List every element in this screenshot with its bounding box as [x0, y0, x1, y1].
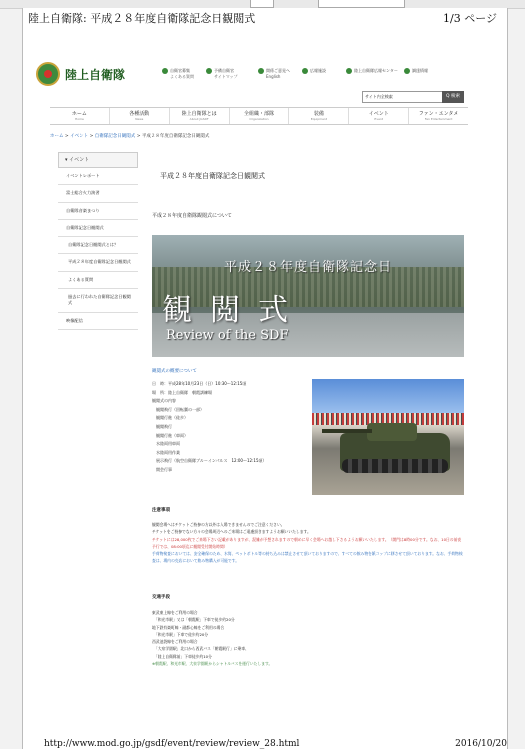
print-footer-url: http://www.mod.go.jp/gsdf/event/review/review_28.html	[44, 739, 300, 749]
traffic-line: 地下鉄有楽町線・副都心線をご利用の場合	[152, 624, 225, 630]
info-line: 観閲行進（車両）	[152, 432, 188, 438]
nav-item-about[interactable]: 陸上自衛隊とは About JGSDF	[170, 108, 230, 124]
logo-text: 陸上自衛隊	[65, 67, 126, 82]
nav-item-home[interactable]: ホーム Home	[50, 108, 110, 124]
sidebar-item[interactable]: 自衛隊音楽まつり	[58, 203, 138, 220]
sidebar-item[interactable]: 自衛隊記念日観閲式	[58, 220, 138, 237]
info-heading: 観閲式の概要について	[152, 369, 197, 374]
traffic-text	[152, 609, 464, 667]
breadcrumb-home[interactable]: ホーム	[50, 134, 64, 139]
traffic-line: 東武東上線をご利用の場合	[152, 610, 198, 615]
sidebar-item[interactable]: 映像配信	[58, 313, 138, 330]
nav-item-organization[interactable]: 全組織・部隊 Organization	[230, 108, 290, 124]
traffic-line: 「和光市駅」下車で徒歩約20分	[152, 631, 209, 637]
info-line: 観閲飛行	[152, 423, 172, 429]
info-list	[152, 380, 267, 475]
info-line: 開会行事	[152, 466, 172, 472]
search-input[interactable]: サイト内全検索	[362, 91, 444, 103]
info-line: 観閲行進（徒歩）	[152, 415, 188, 421]
util-link[interactable]: 広報施設	[302, 68, 326, 74]
notice-line: チケットをご持参でない方々の会場周辺へのご来場はご遠慮頂きますようお願いいたします。	[152, 529, 311, 535]
util-link[interactable]: 関係ご意見へ English	[258, 68, 290, 79]
sidebar-item[interactable]: 平成２８年度自衛隊記念日観閲式	[58, 254, 138, 271]
print-header-page: 1/3 ページ	[443, 12, 497, 25]
circle-icon	[404, 68, 410, 74]
info-line: 日 時：平成28年10月23日（日）10:30〜12:15頃	[152, 381, 247, 386]
page-title: 平成２８年度自衛隊記念日観閲式	[160, 172, 265, 180]
sidebar-item[interactable]: よくある質問	[58, 272, 138, 289]
notice-line: 手荷物検査においては、安全確保のため、水筒、ペットボトル等の持ち込みは禁止させて頂いておりますので、すべての飲み物を紙コップに移させて頂いております。なお、手荷物検査は、場内の売店において飲み物購入が可能です。	[152, 551, 463, 564]
notice-line: 観閲会場へはチケットご持参の方以外は入場できませんのでご注意ください。	[152, 522, 285, 527]
sidebar	[58, 152, 138, 330]
traffic-heading: 交通手段	[152, 595, 170, 600]
traffic-line: 西武池袋線をご利用の場合	[152, 639, 198, 645]
nav-item-event[interactable]: イベント Event	[349, 108, 409, 124]
traffic-line: 「陸上自衛隊前」下車徒歩約10分	[152, 653, 212, 659]
util-link[interactable]: 予備自衛官 サイトマップ	[206, 68, 238, 80]
circle-icon	[162, 68, 168, 74]
print-header-title: 陸上自衛隊: 平成２８年度自衛隊記念日観閲式	[28, 12, 256, 25]
util-link[interactable]: 陸上自衛隊広報センター	[346, 68, 398, 74]
info-line: 展示飛行（航空自衛隊ブルーインパルス 12:00〜12:15頃）	[152, 458, 267, 464]
breadcrumb-current: 平成２８年度自衛隊記念日観閲式	[141, 134, 210, 139]
sidebar-item[interactable]: 富士総合火力演習	[58, 185, 138, 202]
breadcrumb-event[interactable]: イベント	[70, 134, 89, 139]
circle-icon	[258, 68, 264, 74]
info-line: 場 所：陸上自衛隊 朝霞訓練場	[152, 389, 212, 395]
info-line: 観閲式の内容	[152, 398, 176, 404]
info-line: 観閲飛行（回転翼の一部）	[152, 406, 204, 412]
notice-heading: 注意事項	[152, 508, 170, 513]
site-logo[interactable]	[36, 62, 125, 86]
breadcrumb: ホーム > イベント > 自衛隊記念日観閲式 > 平成２８年度自衛隊記念日観閲式	[50, 134, 210, 139]
info-line: 水陸両用車両	[152, 441, 180, 447]
photo-tank-tracks	[342, 459, 448, 473]
toolbar-box[interactable]	[250, 0, 274, 8]
sidebar-head: ▾ イベント	[58, 152, 138, 168]
search-button[interactable]: Q 検索	[442, 91, 464, 103]
banner-jp-text: 平成２８年度自衛隊記念日	[223, 260, 392, 275]
circle-icon	[206, 68, 212, 74]
sidebar-item[interactable]: 過去に行われた自衛隊記念日観閲式	[58, 289, 138, 313]
sidebar-item[interactable]: 自衛隊記念日観閲式とは？	[58, 237, 138, 254]
print-footer-date: 2016/10/20	[455, 739, 507, 749]
nav-item-fan[interactable]: ファン・エンタメ Fan Entertainment	[418, 111, 459, 121]
traffic-line: 「和光市駅」又は「朝霞駅」下車で徒歩約20分	[152, 617, 235, 623]
sidebar-item[interactable]: イベントレポート	[58, 168, 138, 185]
banner-kanji-text: 観閲式	[162, 293, 306, 328]
notice-text	[152, 521, 464, 565]
circle-icon	[302, 68, 308, 74]
tank-photo	[312, 379, 464, 495]
info-line: 水陸両用作業	[152, 449, 180, 455]
section-subtitle: 平成２８年度自衛隊観閲式について	[152, 213, 232, 219]
review-banner-image	[152, 235, 464, 357]
util-link[interactable]: 自衛官募集 よくある質問	[162, 68, 194, 80]
traffic-line: 「大泉学園駅」北口から西武バス「朝霞駅行」に乗車、	[152, 646, 249, 652]
util-link[interactable]: 調達情報	[404, 68, 428, 74]
nav-item-news[interactable]: 各種活動 News	[110, 108, 170, 124]
circle-icon	[346, 68, 352, 74]
photo-tank-turret	[367, 423, 417, 441]
notice-line: チケットには28,000枚でご来場下さい記載がありますが、混雑が予想されますので朝めに早く会場へお越し下さるようお願いいたします。（開門は8時00分です。なお、10日の前夜予行では、08:00頃迄に観閲受付開始時間）	[152, 536, 462, 549]
banner-en-text: Review of the SDF	[166, 328, 289, 343]
nav-item-equipment[interactable]: 装備 Equipment	[289, 108, 349, 124]
photo-tank-gun	[322, 429, 372, 433]
toolbar-box[interactable]	[318, 0, 405, 8]
global-nav	[50, 107, 468, 125]
traffic-line: ※朝霞駅、和光市駅、大泉学園駅からシャトルバスを運行いたします。	[152, 661, 273, 667]
breadcrumb-review[interactable]: 自衛隊記念日観閲式	[94, 134, 136, 139]
emblem-icon	[36, 62, 60, 86]
